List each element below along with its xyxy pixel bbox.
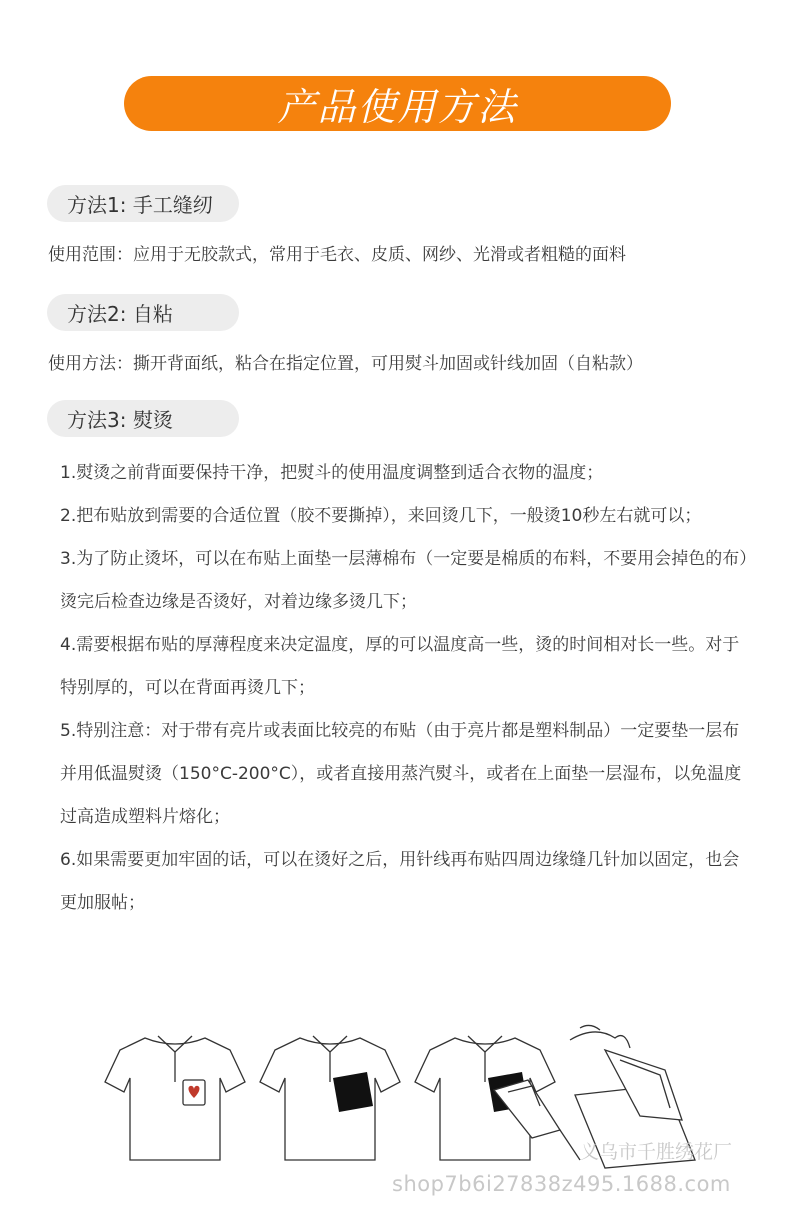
watermark-url: shop7b6i27838z495.1688.com: [392, 1172, 731, 1196]
step-1: 1.熨烫之前背面要保持干净，把熨斗的使用温度调整到适合衣物的温度；: [60, 463, 604, 483]
shirt-with-iron-icon: [415, 1036, 580, 1160]
method-3-label: 方法3: 熨烫: [47, 400, 239, 437]
shirt-with-heart-patch-icon: [105, 1036, 245, 1160]
ironing-steps: [60, 452, 750, 925]
watermark-shop-name: 义乌市千胜绣花厂: [580, 1141, 733, 1163]
title-banner: [124, 76, 671, 131]
step-2: 2.把布贴放到需要的合适位置（胶不要撕掉），来回烫几下，一般烫10秒左右就可以；: [60, 506, 702, 526]
method-2-desc: 使用方法：撕开背面纸，粘合在指定位置，可用熨斗加固或针线加固（自粘款）: [48, 354, 643, 374]
step-4: 4.需要根据布贴的厚薄程度来决定温度，厚的可以温度高一些，烫的时间相对长一些。对于特别厚的，可以在背面再烫几下；: [60, 635, 740, 698]
step-6: 6.如果需要更加牢固的话，可以在烫好之后，用针线再布贴四周边缘缝几针加以固定，也会更加服帖；: [60, 850, 740, 913]
method-1-desc: 使用范围：应用于无胶款式，常用于毛衣、皮质、网纱、光滑或者粗糙的面料: [48, 245, 626, 265]
shirt-with-black-patch-icon: [260, 1036, 400, 1160]
step-5: 5.特别注意：对于带有亮片或表面比较亮的布贴（由于亮片都是塑料制品）一定要垫一层布并用低温熨烫（150°C-200°C），或者直接用蒸汽熨斗，或者在上面垫一层湿布，以免温度过高造成塑料片熔化；: [60, 721, 742, 827]
method-1-label: 方法1: 手工缝纫: [47, 185, 239, 222]
method-2-label: 方法2: 自粘: [47, 294, 239, 331]
page-title: 产品使用方法: [277, 85, 518, 129]
step-3: 3.为了防止烫坏，可以在布贴上面垫一层薄棉布（一定要是棉质的布料，不要用会掉色的布）烫完后检查边缘是否烫好，对着边缘多烫几下；: [60, 549, 748, 612]
